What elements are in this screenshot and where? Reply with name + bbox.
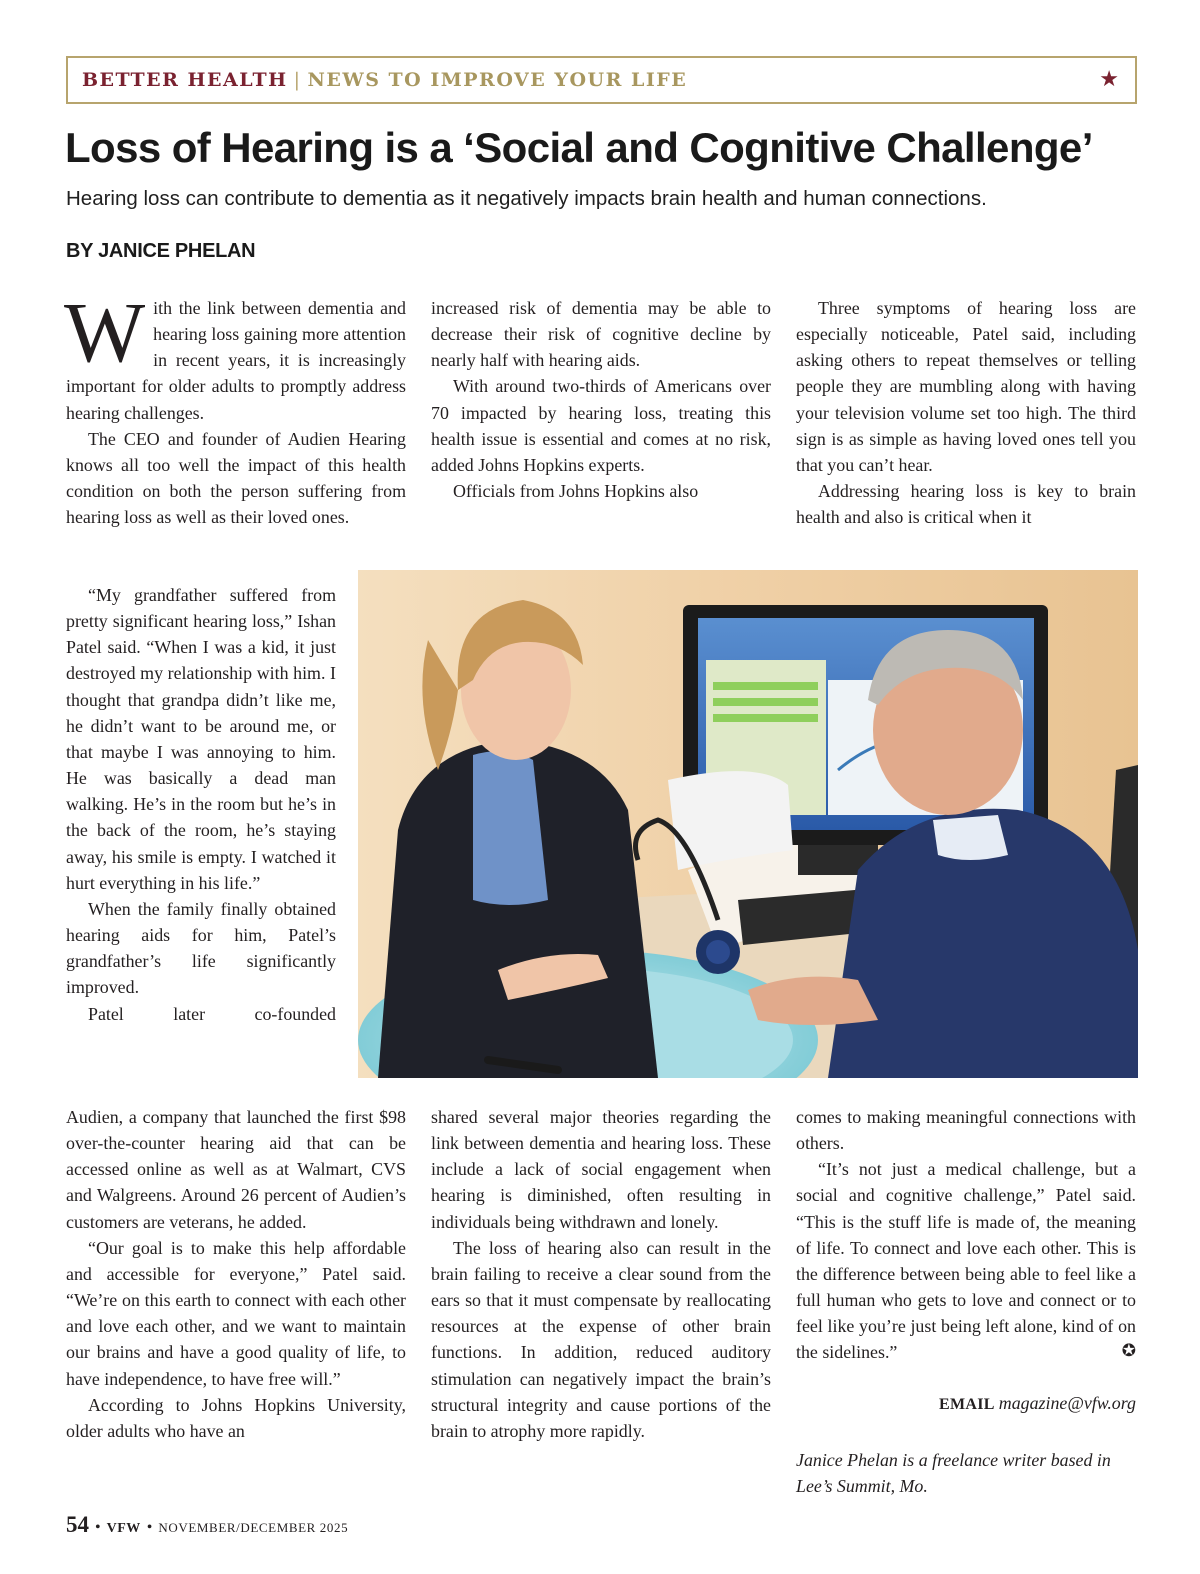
paragraph: The CEO and founder of Audien Hearing knows all too well the impact of this health condition on both the person suffering from hearing loss as well as their loved ones. (66, 428, 406, 528)
column-2-top (431, 295, 771, 504)
byline: BY JANICE PHELAN (66, 240, 256, 262)
column-1-top (64, 284, 406, 530)
author-bio: Janice Phelan is a freelance writer based in Lee’s Summit, Mo. (796, 1450, 1111, 1496)
magazine-name: VFW (106, 1521, 141, 1536)
dek: Hearing loss can contribute to dementia as it negatively impacts brain health and human connections. (66, 187, 987, 210)
folio-bullet: • (146, 1519, 153, 1536)
paragraph: Patel later co-founded (88, 1003, 336, 1024)
end-mark-icon: ✪ (1121, 1341, 1136, 1362)
column-3-bottom (796, 1104, 1136, 1366)
paragraph: shared several major theories regarding the link between dementia and hearing loss. These include a lack of social engagement when hearing is diminished, often resulting in individuals being withdrawn and lonely. (431, 1107, 771, 1232)
paragraph: Officials from Johns Hopkins also (453, 481, 699, 502)
paragraph: Addressing hearing loss is key to brain health and also is critical when it (796, 481, 1136, 528)
paragraph: comes to making meaningful connections with others. (796, 1107, 1136, 1154)
paragraph: “It’s not just a medical challenge, but a social and cognitive challenge,” Patel said. “This is the stuff life is made of, the meaning of life. To connect and love each other. This is the difference between being able to feel like a full human who gets to love and connect or to feel like you’re just being left alone, kind of on the sidelines.” ✪ (796, 1159, 1136, 1363)
paragraph: “Our goal is to make this help affordable and accessible for everyone,” Patel said. “We’re on this earth to connect with each other and love each other, and we want to maintain our brains and have a good quality of life, to have independence, to have free will.” (66, 1237, 406, 1389)
kicker-separator: | (293, 69, 302, 91)
paragraph: With the link between dementia and hearing loss gaining more attention in recent years, it is increasingly important for older adults to promptly address hearing challenges. (64, 284, 406, 423)
email-address[interactable]: magazine@vfw.org (998, 1393, 1136, 1413)
page-folio (66, 1512, 348, 1538)
section-tagline: NEWS TO IMPROVE YOUR LIFE (307, 69, 688, 91)
section-banner (66, 56, 1137, 104)
paragraph: Audien, a company that launched the first $98 over-the-counter hearing aid that can be accessed online as well as at Walmart, CVS and Walgreens. Around 26 percent of Audien’s customers are veterans, he added. (66, 1107, 406, 1232)
column-1-bottom (66, 1104, 406, 1444)
paragraph: According to Johns Hopkins University, older adults who have an (66, 1394, 406, 1441)
paragraph: increased risk of dementia may be able to decrease their risk of cognitive decline by nearly half with hearing aids. (431, 298, 771, 371)
paragraph: The loss of hearing also can result in the brain failing to receive a clear sound from the ears so that it must compensate by reallocating resources at the expense of other brain functions. In addition, reduced auditory stimulation can negatively impact the brain’s structural integrity and cause portions of the brain to atrophy more rapidly. (431, 1237, 771, 1441)
paragraph: Three symptoms of hearing loss are especially noticeable, Patel said, including asking others to repeat themselves or telling people they are mumbling along with having your television volume set too high. The third sign is as simple as having loved ones tell you that you can’t hear. (796, 298, 1136, 475)
issue-date: NOVEMBER/DECEMBER 2025 (158, 1520, 349, 1535)
paragraph: “My grandfather suffered from pretty significant hearing loss,” Ishan Patel said. “When I was a kid, it just destroyed my relationship with him. I thought that grandpa didn’t like me, he didn’t want to be around me, or that maybe I was annoying to him. He was basically a dead man walking. He’s in the room but he’s in the back of the room, he’s staying away, his smile is empty. I watched it hurt everything in his life.” (66, 585, 336, 893)
email-label: EMAIL (939, 1396, 995, 1413)
section-name: BETTER HEALTH (82, 69, 288, 91)
page-number: 54 (66, 1512, 89, 1537)
column-3-top (796, 295, 1136, 530)
drop-cap: W (64, 284, 146, 380)
email-line (796, 1393, 1136, 1414)
headline: Loss of Hearing is a ‘Social and Cognitive Challenge’ (65, 124, 1093, 171)
folio-bullet: • (95, 1519, 101, 1536)
paragraph: With around two-thirds of Americans over 70 impacted by hearing loss, treating this health issue is essential and comes at no risk, added Johns Hopkins experts. (431, 376, 771, 475)
hearing-consultation-photo (358, 570, 1138, 1078)
paragraph: When the family finally obtained hearing aids for him, Patel’s grandfather’s life significantly improved. (66, 898, 336, 998)
section-kicker (82, 69, 687, 91)
column-2-bottom (431, 1104, 771, 1444)
star-icon: ★ (1099, 67, 1119, 92)
column-1-beside-photo (66, 582, 336, 1027)
